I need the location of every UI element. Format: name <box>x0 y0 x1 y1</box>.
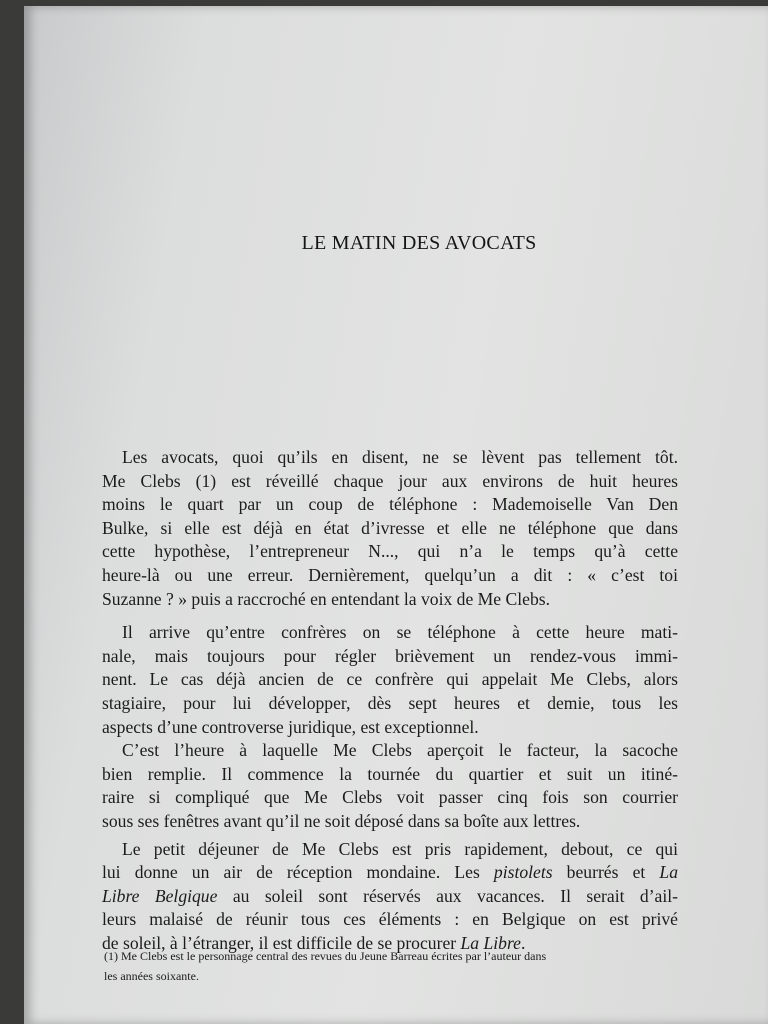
text-line: Bulke, si elle est déjà en état d’ivresse et elle ne téléphone que dans <box>102 517 678 538</box>
text-line: Me Clebs (1) est réveillé chaque jour aux environs de huit heures <box>102 470 678 491</box>
text-line: bien remplie. Il commence la tournée du quartier et suit un itiné- <box>102 763 678 784</box>
text-line: nale, mais toujours pour régler brièvement un rendez-vous immi- <box>102 645 678 666</box>
paragraph-3-end <box>102 810 678 834</box>
footnote-line: les années soixante. <box>104 969 199 983</box>
paragraph-1-end <box>102 588 678 612</box>
paragraph-1-cont <box>102 470 678 588</box>
text-line: leurs malaisé de réunir tous ces éléments : en Belgique on est privé <box>102 909 678 930</box>
text-line: Le petit déjeuner de Me Clebs est pris rapidement, debout, ce qui <box>122 838 678 859</box>
paragraph-2-cont <box>102 645 678 716</box>
text-line: C’est l’heure à laquelle Me Clebs aperçoit le facteur, la sacoche <box>122 740 678 761</box>
paragraph-2 <box>102 621 678 645</box>
text-line: aspects d’une controverse juridique, est exceptionnel. <box>102 716 479 737</box>
text-line: Libre Belgique au soleil sont réservés aux vacances. Il serait d’ail- <box>102 885 678 906</box>
text-line: nent. Le cas déjà ancien de ce confrère qui appelait Me Clebs, alors <box>102 669 678 690</box>
paragraph-4-cont <box>102 861 678 932</box>
text-line: de soleil, à l’étranger, il est difficile de se procurer La Libre. <box>102 932 526 953</box>
text-line: cette hypothèse, l’entrepreneur N..., qui n’a le temps qu’à cette <box>102 541 678 562</box>
paragraph-3 <box>102 739 678 763</box>
body-text <box>102 446 678 955</box>
footnote <box>104 946 684 986</box>
paragraph-1 <box>102 446 678 470</box>
footnote-line: (1) Me Clebs est le personnage central des revues du Jeune Barreau écrites par l’auteur dans <box>104 949 547 963</box>
paragraph-4 <box>102 838 678 862</box>
chapter-title: LE MATIN DES AVOCATS <box>301 232 537 254</box>
text-line: heure-là ou une erreur. Dernièrement, quelqu’un a dit : « c’est toi <box>102 564 678 585</box>
text-line: Il arrive qu’entre confrères on se téléphone à cette heure mati- <box>122 622 678 643</box>
paragraph-3-cont <box>102 763 678 810</box>
text-line: Suzanne ? » puis a raccroché en entendant la voix de Me Clebs. <box>102 588 550 609</box>
text-line: moins le quart par un coup de téléphone : Mademoiselle Van Den <box>102 494 678 515</box>
text-line: sous ses fenêtres avant qu’il ne soit déposé dans sa boîte aux lettres. <box>102 810 581 831</box>
book-page <box>24 6 768 1024</box>
paragraph-2-end <box>102 716 678 740</box>
text-line: raire si compliqué que Me Clebs voit passer cinq fois son courrier <box>102 787 678 808</box>
text-line: Les avocats, quoi qu’ils en disent, ne se lèvent pas tellement tôt. <box>122 447 678 467</box>
text-line: stagiaire, pour lui développer, dès sept heures et demie, tous les <box>102 692 678 713</box>
text-line: lui donne un air de réception mondaine. Les pistolets beurrés et La <box>102 862 678 883</box>
